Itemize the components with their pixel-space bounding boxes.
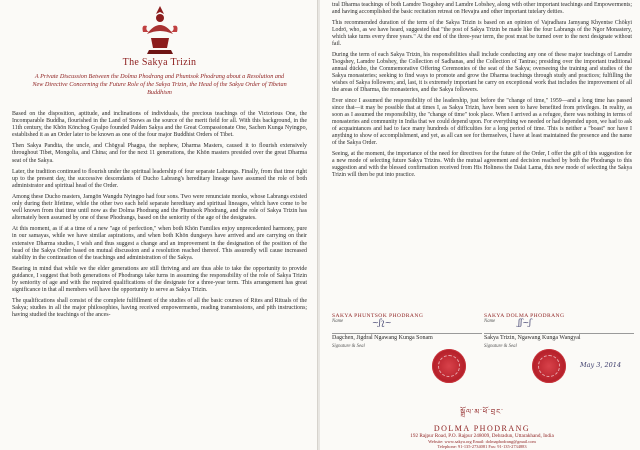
signature-org: SAKYA PHUNTSOK PHODRANG	[332, 313, 424, 319]
left-paragraph: Based on the disposition, aptitude, and inclinations of individuals, the precious teachings of the Victorious One, the Incomparable Buddha, flourished in the Land of Snows as the source of the merit field for all. With this background, in the 11th century, the Khön Könchog Gyalpo founded Palden Sakya and the Great Compassionate One, Sachen Kunga Nyingpo, established it as an Order later to be known as one of the four major Buddhist Orders of Tibet.	[12, 111, 307, 139]
signature-dolma	[484, 313, 634, 349]
name-label: Name	[332, 319, 344, 324]
signature-block	[332, 313, 632, 403]
footer-address: 192 Rajpur Road, P.O. Rajpur 248009, Dehradun, Uttarakhand, India	[410, 433, 554, 439]
footer-web: Website: www.sakya.org Email: dolmaphodrang@gmail.com	[428, 439, 536, 444]
signature-phuntsok	[332, 313, 482, 349]
left-paragraph: Then Sakya Pandita, the uncle, and Chögyal Phagpa, the nephew, Dharma Masters, caused it to flourish extensively throughout Tibet, Mongolia, and China; and for the next 11 generations, the Khön masters presided over the great Dharma seat of the Sakya.	[12, 143, 307, 164]
handwritten-signature: ~ʃʅ~	[372, 318, 392, 327]
right-paragraph: Ever since I assumed the responsibility of the leadership, just before the "change of time," 1959—and a long time has passed since that—it may be possible that at times I, as Sakya Trizin, have been seen to have benefited from privileges. In reality, as soon as I assumed the responsibility, the "change of time" took place. When I arrived as a refugee, there was nothing in terms of monasteries and community in India that we could depend upon. For everything we needed or had depended upon, we had to ask of acquaintances and had to face many hundreds of difficulties for a long period of time. This is neither a "boast" nor have I anything to show of accomplishment, and yet, as all can see for themselves, I have at least maintained the presence and the name of the Sakya Order.	[332, 98, 632, 146]
phuntsok-seal-icon	[432, 349, 466, 383]
signature-label: Signature & Seal	[332, 344, 365, 349]
right-page	[320, 0, 640, 450]
signatory-name: Sakya Trizin, Ngawang Kunga Wangyal	[484, 335, 581, 341]
right-paragraph: This recommended duration of the term of the Sakya Trizin is based on an opinion of Vajradhara Jamyang Khyentse Chökyi Lodrö, who, as we have heard, suggested that "the post of Sakya Trizin be made like the four Labrangs of the Ngor Monastery, which take turns every three years." At the end of the three-year term, the post must be turned over to the next designate without fail.	[332, 20, 632, 47]
footer-tibetan-name: སྒྲོལ་མ་ཕོ་བྲང་	[460, 408, 504, 416]
right-paragraph: During the term of each Sakya Trizin, his responsibilities shall include conducting any one of these major teachings of Lamdre Tsogshey, Lamdre Lobshey, the Collection of Sadhanas, and the Collection of Tantras; presiding over the important traditional annual dückho, the Commemorative Offering Ceremonies of the seat of the Sakya; overseeing the training and studies of the Sakya monasteries; seeking to find ways to promote and grow the Dharma teachings through study and practices; fulfilling the wishes of Sakya followers; and, last, it is extremely important he carry on exceptional work that includes the improvement of all the areas of Dharma, the monasteries, and the Sakya followers.	[332, 52, 632, 93]
left-paragraph: Among these Ducho masters, Jamgön Wangdu Nyingpo had four sons. Two were renunciate monks, whose Labrangs existed only during their lifetime, while the other two each held separate hereditary and spiritual lineages, which have come to be well known from that time until now as the Dolma Phodrang and the Phuntsok Phodrang, and the role of Sakya Trizin has alternately been assumed by one of these Phodrangs, based on the seniority of the age of the designates.	[12, 193, 307, 222]
handwritten-signature: ʃʃ~ʃ	[518, 318, 532, 327]
left-paragraph: Bearing in mind that while we the elder generations are still thriving and are thus able to take the opportunity to provide guidance, I suggest that both generations of Phodrangs take turns in assuming the responsibility of the role of Sakya Trizin by seniority of age and with the required qualifications of the designate for a three-year term. This arrangement has great significance in that all members will have the opportunity to serve as Sakya Trizin.	[12, 265, 307, 294]
left-page	[0, 0, 318, 450]
dolma-seal-icon	[532, 349, 566, 383]
name-label: Name	[484, 319, 496, 324]
sakya-emblem-icon	[137, 4, 183, 56]
signatory-name: Dagchen, Jigdral Ngawang Kunga Sonam	[332, 335, 433, 341]
document-title: The Sakya Trizin	[122, 57, 197, 68]
letterhead-footer	[332, 405, 632, 449]
signature-label: Signature & Seal	[484, 344, 517, 349]
document-subtitle: A Private Discussion Between the Dolma Phodrang and Phuntsok Phodrang about a Resolution and New Directive Concerning the Future Role of the Sakya Trizin, the Head of the Sakya Order of Tibetan Buddhism	[32, 73, 287, 96]
handwritten-date: May 3, 2014	[580, 361, 622, 369]
right-paragraph: Seeing, at the moment, the importance of the need for directives for the future of the Order, I offer the gift of this suggestion for a new mode of selecting future Sakya Trizins. With the mutual agreement and decision reached by both the Phodrangs to this suggestion and with the blessed confirmation received from His Holiness the Dalai Lama, this new mode of selecting the Sakya Trizin will then be put into practice.	[332, 151, 632, 178]
footer-name: DOLMA PHODRANG	[433, 424, 531, 433]
left-paragraph: At this moment, as if at a time of a new "age of perfection," when both Khön Families enjoy unprecedented harmony, pure in our samayas, while we have similar aspirations, and when both Khön dungseys have arrived and are carrying on their extensive Dharma studies, I wish and thus suggest a change and an improvement in the designation of the position of the head of the Sakya Order based on mutual discussion and a resolution reached thereof. This assuredly will cause increased stability in the continuation of the teachings and administration of the Sakya.	[12, 226, 307, 261]
right-paragraph: tral Dharma teachings of both Lamdre Tsogshey and Lamdre Lobshey, along with other important teachings and Empowerments; and having accomplished the basic recitation retreat on Hevajra and other important tutelary deities.	[332, 2, 632, 15]
left-paragraph: The qualifications shall consist of the complete fulfillment of the studies of all the basic courses of Rites and Rituals of the Sakya; studies in all the major philosophies, having received empowerments, reading transmissions, and pith instructions; having studied the teachings of the ances-	[12, 298, 307, 319]
signature-org: SAKYA DOLMA PHODRANG	[484, 313, 565, 319]
footer-phone: Telephone: 91-135-2734081 Fax: 91-135-2734883	[437, 444, 527, 449]
left-paragraph: Later, the tradition continued to flourish under the spiritual leadership of four separate Labrangs. Finally, from that time right up to the present day, the successive descendants of Ducho Labrang's hereditary lineage have assumed the role of both administrator and spiritual head of the Order.	[12, 168, 307, 189]
